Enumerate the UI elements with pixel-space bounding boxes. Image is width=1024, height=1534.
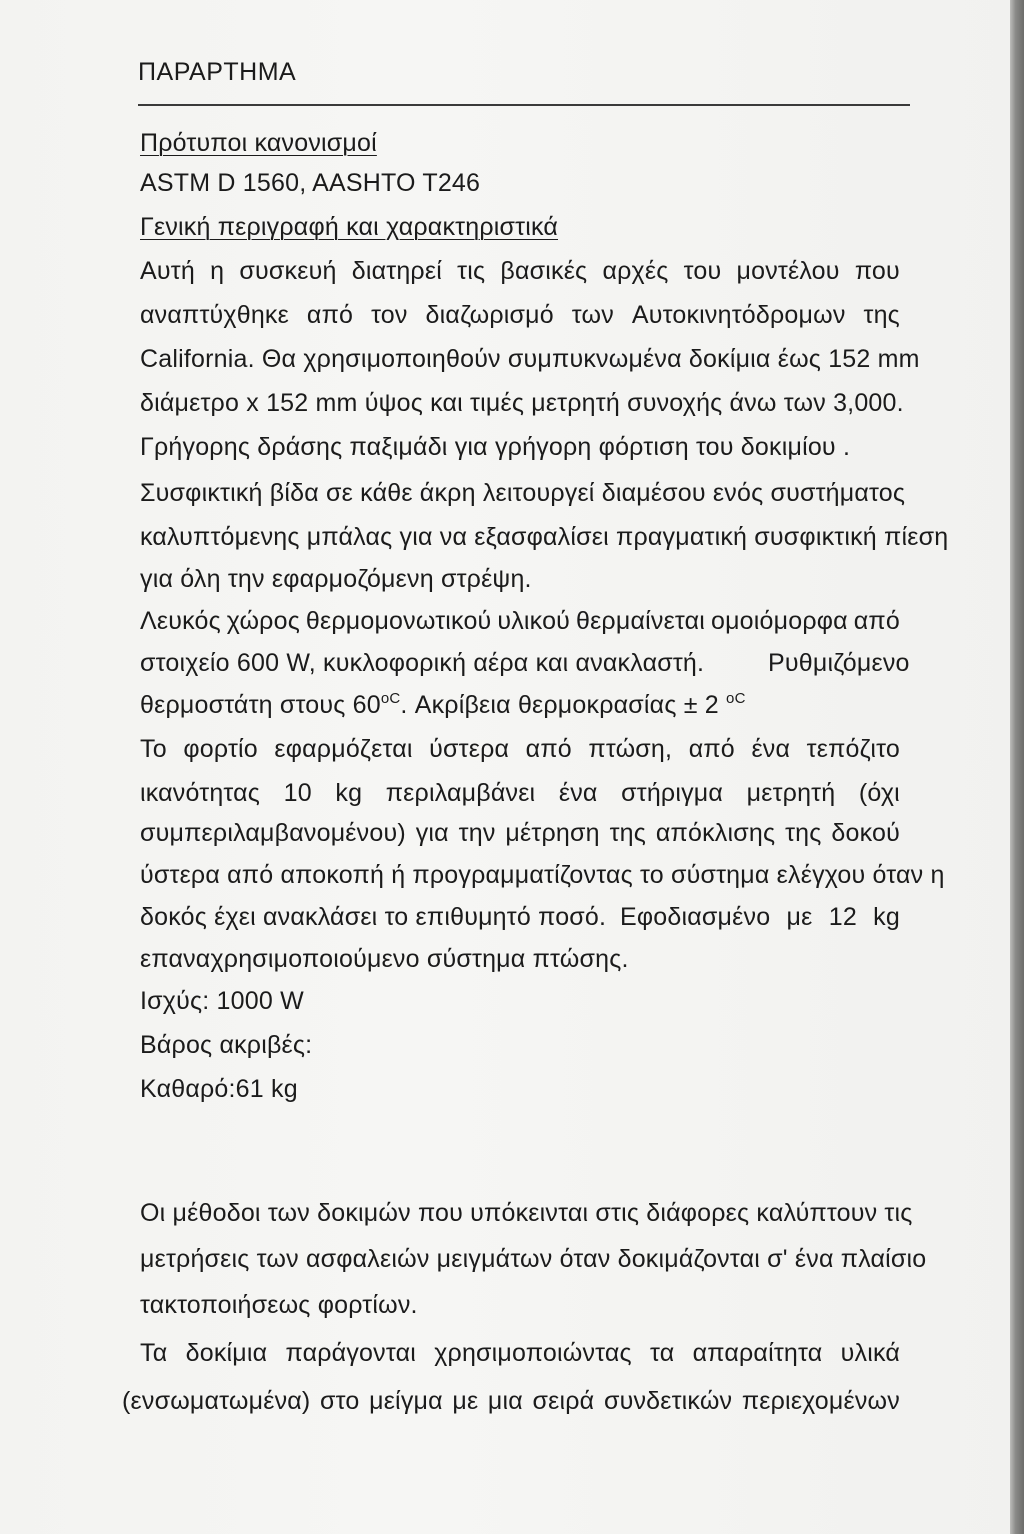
word: από [688,735,735,763]
word: περιεχομένων [741,1387,900,1415]
word: στήριγμα [621,779,724,807]
text-segment: θερμοστάτη στους 60 [140,691,381,719]
word: (όχι [858,779,900,807]
paragraph-line: δοκός έχει ανακλάσει το επιθυμητό ποσό. [140,903,607,931]
word: της [863,301,900,329]
paragraph-line: Ρυθμιζόμενο [768,649,910,677]
word: υλικού [497,607,571,635]
word: από [525,735,572,763]
word: τα [650,1339,675,1367]
word: διατηρεί [351,257,442,285]
word: Τα [140,1339,168,1367]
word: για [415,819,449,847]
word: Εφοδιασμένο [620,903,771,931]
word: δοκίμια [185,1339,268,1367]
word: (ενσωματωμένα) [122,1387,311,1415]
paragraph-line [140,778,900,808]
word: 12 [828,903,857,931]
superscript: oC [726,690,746,707]
paragraph-line: για όλη την εφαρμοζόμενη στρέψη. [140,565,532,593]
word: του [683,257,722,285]
paragraph-line: Συσφικτική βίδα σε κάθε άκρη λειτουργεί διαμέσου ενός συστήματος [140,479,906,507]
word: μέτρηση [505,819,600,847]
power-spec: Ισχύς: 1000 W [140,987,304,1015]
standards-heading: Πρότυποι κανονισμοί [140,129,377,157]
word: της [609,819,647,847]
paragraph-line: ύστερα από αποκοπή ή προγραμματίζοντας το σύστημα ελέγχου όταν η [140,861,945,889]
word: βασικές [500,257,588,285]
word: αρχές [602,257,669,285]
word: ένα [558,779,598,807]
standards-text: ASTM D 1560, AASHTO T246 [140,169,481,197]
word: απόκλισης [655,819,776,847]
word: δοκού [831,819,900,847]
word: συνδετικών [603,1387,733,1415]
paragraph-line: καλυπτόμενης μπάλας για να εξασφαλίσει πραγματική συσφικτική πίεση [140,523,949,551]
scan-border [1010,0,1024,1534]
word: από [306,301,354,329]
word: χώρος [226,607,300,635]
text-segment: . Ακρίβεια θερμοκρασίας ± 2 [400,691,727,719]
paragraph-line [140,818,900,848]
word: την [458,819,496,847]
word: από [853,607,900,635]
word: με [786,903,813,931]
word: με [452,1387,479,1415]
paragraph-line: California. Θα χρησιμοποιηθούν συμπυκνωμένα δοκίμια έως 152 mm [140,345,920,373]
paragraph-line [140,690,746,720]
word: kg [873,903,900,931]
word: τεπόζιτο [806,735,900,763]
word: ομοιόμορφα [710,607,848,635]
paragraph-line [620,902,900,932]
general-description-heading: Γενική περιγραφή και χαρακτηριστικά [140,213,559,241]
word: εφαρμόζεται [274,735,413,763]
word: συσκευή [239,257,337,285]
word: μείγμα [369,1387,443,1415]
word: συμπεριλαμβανομένου) [140,819,406,847]
word: μετρητή [746,779,836,807]
paragraph-line [140,606,900,636]
paragraph-line: επαναχρησιμοποιούμενο σύστημα πτώσης. [140,945,629,973]
net-weight: Καθαρό:61 kg [140,1075,298,1103]
word: διαζωρισμό [425,301,554,329]
word: θερμαίνεται [575,607,706,635]
word: kg [335,779,363,807]
word: Το [140,735,167,763]
paragraph-line: διάμετρο x 152 mm ύψος και τιμές μετρητή συνοχής άνω των 3,000. [140,389,904,417]
word: ένα [751,735,791,763]
superscript: oC [380,690,401,707]
paragraph-line [122,1386,900,1416]
word: μια [487,1387,523,1415]
paragraph-line: στοιχείο 600 W, κυκλοφορική αέρα και ανακλαστή. [140,649,705,677]
word: σειρά [532,1387,595,1415]
paragraph-line [140,1338,900,1368]
appendix-heading: ΠΑΡΑΡΤΗΜΑ [138,58,297,86]
word: φορτίο [183,735,258,763]
word: η [210,257,225,285]
word: τον [371,301,408,329]
paragraph-line [140,734,900,764]
paragraph-line: Οι μέθοδοι των δοκιμών που υπόκεινται στις διάφορες καλύπτουν τις [140,1199,913,1227]
word: τις [457,257,486,285]
word: Αυτή [140,257,195,285]
word: απαραίτητα [692,1339,823,1367]
word: Αυτοκινητόδρομων [631,301,846,329]
word: μοντέλου [736,257,840,285]
paragraph-line [140,256,900,286]
heading-divider [138,104,910,106]
word: των [571,301,614,329]
weight-label: Βάρος ακριβές: [140,1031,313,1059]
word: ικανότητας [140,779,261,807]
word: χρησιμοποιώντας [434,1339,632,1367]
word: της [785,819,822,847]
word: Λευκός [140,607,221,635]
word: πτώση, [588,735,673,763]
paragraph-line: Γρήγορης δράσης παξιμάδι για γρήγορη φόρτιση του δοκιμίου . [140,433,851,461]
word: παράγονται [285,1339,416,1367]
word: περιλαμβάνει [385,779,536,807]
word: 10 [283,779,312,807]
paragraph-line: μετρήσεις των ασφαλειών μειγμάτων όταν δοκιμάζονται σ' ένα πλαίσιο [140,1245,927,1273]
word: υλικά [840,1339,900,1367]
paragraph-line [140,300,900,330]
paragraph-line: τακτοποιήσεως φορτίων. [140,1291,418,1319]
word: θερμομονωτικού [305,607,492,635]
word: αναπτύχθηκε [140,301,289,329]
word: που [854,257,900,285]
word: στο [320,1387,360,1415]
word: ύστερα [429,735,510,763]
